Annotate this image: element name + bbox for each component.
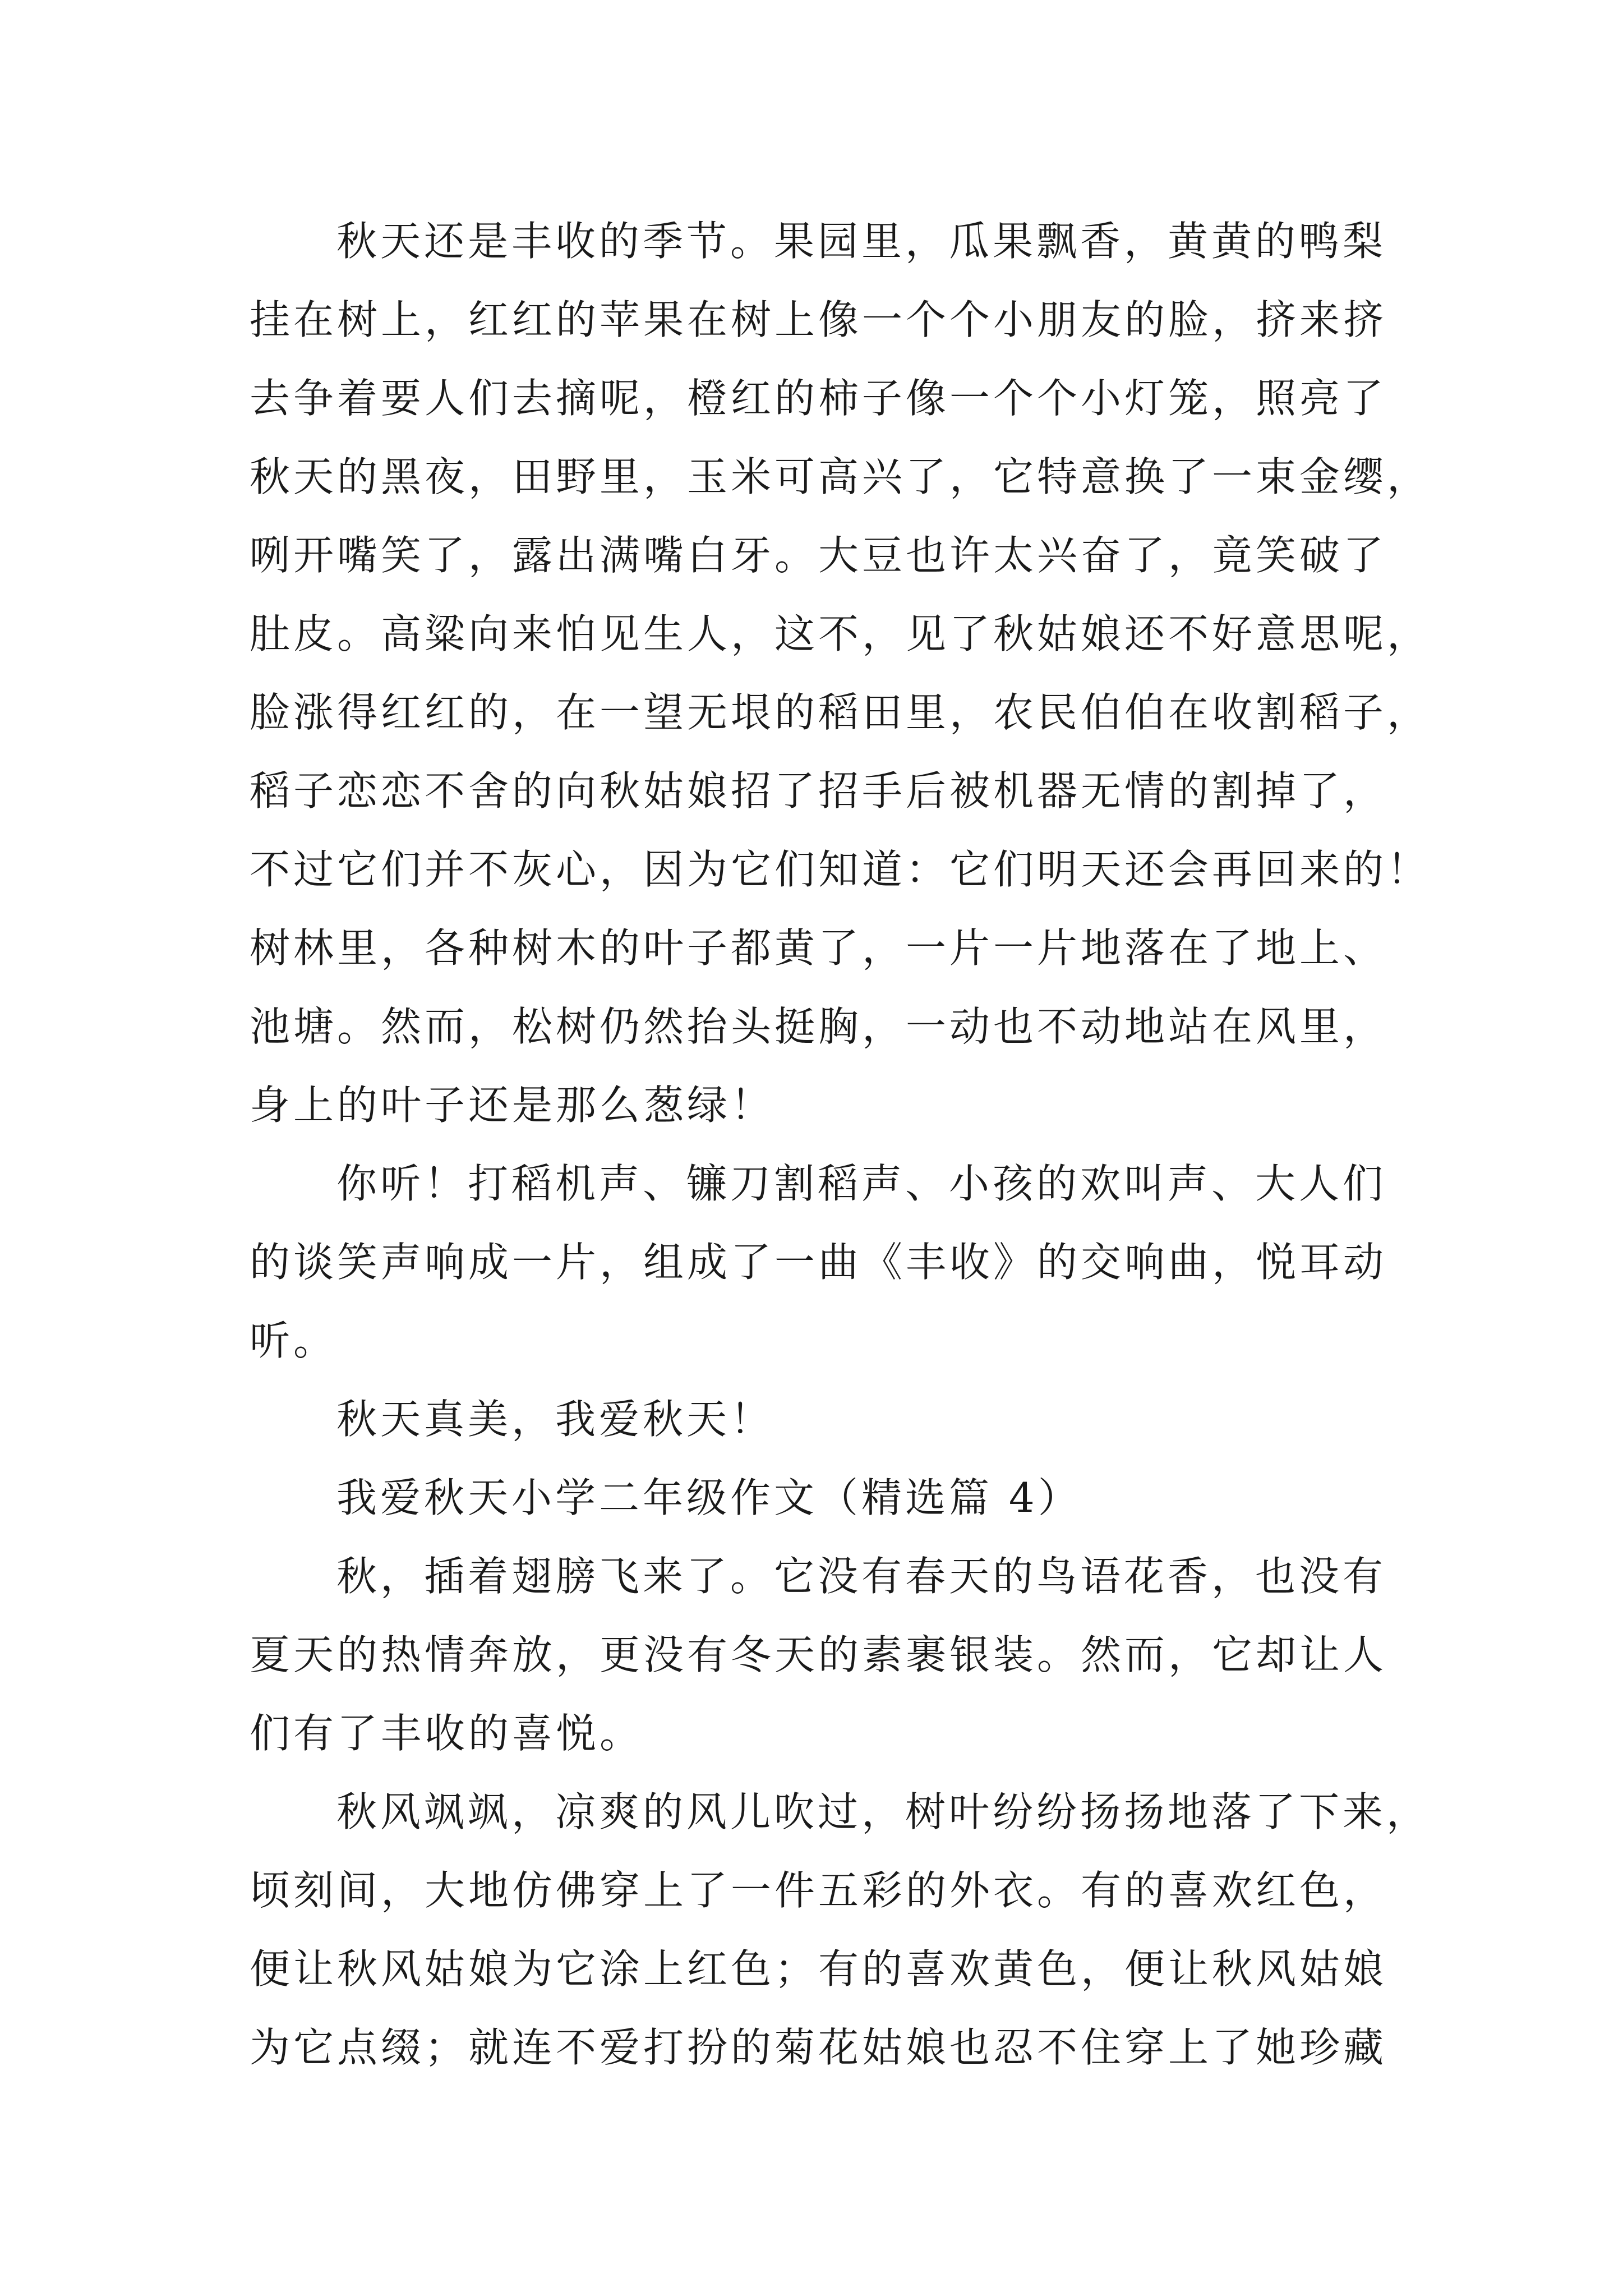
text-line: 为它点缀；就连不爱打扮的菊花姑娘也忍不住穿上了她珍藏 bbox=[250, 2024, 1387, 2071]
text-line: 树林里，各种树木的叶子都黄了，一片一片地落在了地上、 bbox=[250, 924, 1387, 972]
text-line: 秋，插着翅膀飞来了。它没有春天的鸟语花香，也没有 bbox=[336, 1553, 1387, 1600]
text-line: 去争着要人们去摘呢，橙红的柿子像一个个小灯笼，照亮了 bbox=[250, 375, 1387, 422]
text-line: 秋天还是丰收的季节。果园里，瓜果飘香，黄黄的鸭梨 bbox=[336, 218, 1387, 265]
text-line: 你听！打稻机声、镰刀割稻声、小孩的欢叫声、大人们 bbox=[336, 1160, 1387, 1207]
text-line: 便让秋风姑娘为它涂上红色；有的喜欢黄色，便让秋风姑娘 bbox=[250, 1945, 1387, 1993]
text-line: 秋天真美，我爱秋天！ bbox=[336, 1396, 774, 1443]
text-line: 身上的叶子还是那么葱绿！ bbox=[250, 1082, 775, 1129]
text-line: 听。 bbox=[250, 1317, 338, 1364]
section-heading: 我爱秋天小学二年级作文（精选篇 4） bbox=[336, 1474, 1082, 1521]
text-line: 脸涨得红红的，在一望无垠的稻田里，农民伯伯在收割稻子， bbox=[250, 689, 1431, 736]
text-line: 肚皮。高粱向来怕见生人，这不，见了秋姑娘还不好意思呢， bbox=[250, 610, 1431, 657]
text-line: 秋风飒飒，凉爽的风儿吹过，树叶纷纷扬扬地落了下来， bbox=[336, 1788, 1431, 1835]
text-line: 咧开嘴笑了，露出满嘴白牙。大豆也许太兴奋了，竟笑破了 bbox=[250, 532, 1387, 579]
text-line: 顷刻间，大地仿佛穿上了一件五彩的外衣。有的喜欢红色， bbox=[250, 1867, 1387, 1914]
text-line: 秋天的黑夜，田野里，玉米可高兴了，它特意换了一束金缨， bbox=[250, 453, 1431, 500]
text-line: 稻子恋恋不舍的向秋姑娘招了招手后被机器无情的割掉了， bbox=[250, 767, 1387, 815]
text-line: 的谈笑声响成一片，组成了一曲《丰收》的交响曲，悦耳动 bbox=[250, 1239, 1387, 1286]
text-line: 挂在树上，红红的苹果在树上像一个个小朋友的脸，挤来挤 bbox=[250, 296, 1387, 343]
text-line: 池塘。然而，松树仍然抬头挺胸，一动也不动地站在风里， bbox=[250, 1003, 1387, 1050]
text-line: 夏天的热情奔放，更没有冬天的素裹银装。然而，它却让人 bbox=[250, 1631, 1387, 1678]
text-line: 们有了丰收的喜悦。 bbox=[250, 1710, 644, 1757]
text-line: 不过它们并不灰心，因为它们知道：它们明天还会再回来的！ bbox=[250, 846, 1431, 893]
